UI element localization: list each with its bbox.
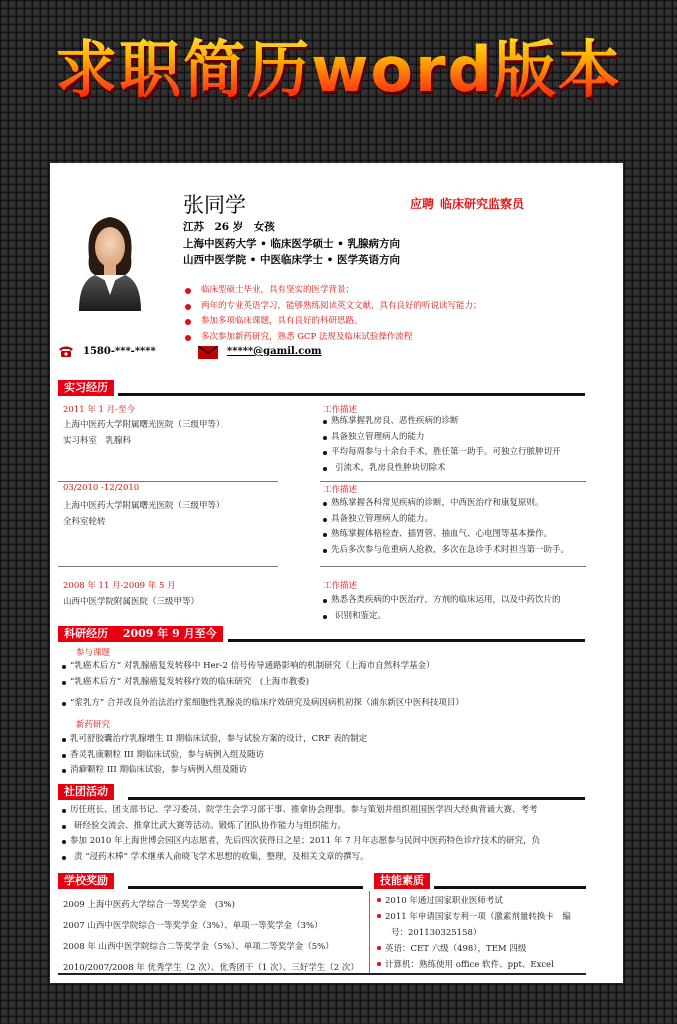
divider	[58, 481, 278, 482]
email-address[interactable]: *****@gamil.com	[227, 346, 322, 357]
basic-info: 江苏 26 岁 女孩	[183, 221, 275, 233]
resume-page	[50, 163, 623, 983]
club-item: 责 “浸药木棒” 学术继承人俞晓飞学术思想的收集，整理，及相关文章的撰写。	[62, 850, 540, 866]
internship-date: 03/2010 -12/2010	[63, 483, 140, 493]
research-sub-drugs: 新药研究	[76, 720, 111, 730]
skills-header	[374, 873, 586, 889]
award-item: 2007 山西中医学院综合一等奖学金（3%）、单项一等奖学金（3%）	[63, 921, 323, 931]
internship-dept: 实习科室 乳腺科	[63, 436, 132, 446]
work-desc-list	[323, 496, 569, 558]
club-item: 研经验交流会、推拿比武大赛等活动。锻炼了团队协作能力与组织能力。	[62, 819, 540, 835]
skills-list	[376, 893, 571, 973]
topic-item: “浆乳方” 合并改良外治法治疗浆细胞性乳腺炎的临床疗效研究及病因病机初探（浦东新区中医科技项目）	[62, 696, 464, 712]
work-desc-item: 平均每周参与十余台手术，胜任第一助手。可独立行脓肿切开	[323, 445, 561, 461]
awards-heading: 学校奖励	[58, 873, 114, 889]
work-desc-list	[323, 593, 561, 624]
skill-item: 号：201130325158）	[391, 928, 482, 938]
work-desc-item: 具备独立管理病人的能力	[323, 430, 561, 446]
research-heading: 科研经历 2009 年 9 月至今	[58, 626, 223, 642]
highlight-item: 两年的专业英语学习，能够熟练阅读英文文献，具有良好的听说读写能力；	[185, 299, 482, 315]
internship-heading: 实习经历	[58, 380, 114, 396]
banner-title: 求职简历word版本	[0, 30, 677, 110]
internship-date: 2011 年 1 月-至今	[63, 405, 136, 415]
bottom-rule	[58, 973, 586, 975]
column-divider	[369, 891, 370, 973]
work-desc-item: 熟练掌握体格检查、插胃管、抽血气、心电图等基本操作。	[323, 527, 569, 543]
work-desc-item: 熟练掌握各科常见疾病的诊断，中西医治疗和康复原则。	[323, 496, 569, 512]
drug-item: 消癖颗粒 III 期临床试验，参与病例入组及随访	[62, 763, 367, 779]
work-desc-item: 识别和鉴定。	[323, 609, 561, 625]
avatar	[75, 211, 145, 311]
award-item: 2008 年 山西中医学院综合二等奖学金（5%）、单项二等奖学金（5%）	[63, 942, 334, 952]
highlights-list	[185, 283, 482, 345]
work-desc-item: 先后多次参与危重病人抢救，多次在急诊手术时担当第一助手。	[323, 543, 569, 559]
skill-item: 计算机：熟练使用 office 软件、ppt、Excel	[376, 957, 571, 973]
work-desc-item: 具备独立管理病人的能力。	[323, 512, 569, 528]
internship-header	[58, 380, 585, 396]
club-item: 历任班长、团支部书记、学习委员、院学生会学习部干事、推拿协会理事。参与策划并组织祖国医学四大经典背诵大赛、考考	[62, 803, 540, 819]
section-rule	[128, 886, 363, 889]
skill-item: 2010 年通过国家职业医师考试	[376, 893, 571, 909]
divider	[58, 566, 278, 567]
education-master: 上海中医药大学 • 临床医学硕士 • 乳腺病方向	[183, 238, 401, 250]
internship-org: 上海中医药大学附属曙光医院（三级甲等）	[63, 501, 225, 511]
topic-item: “乳癌术后方” 对乳腺癌复发转移疗效的临床研究 (上海市教委)	[62, 675, 464, 691]
section-rule	[228, 639, 585, 642]
drug-item: 乳可舒胶囊治疗乳腺增生 II 期临床试验，参与试验方案的设计，CRF 表的制定	[62, 732, 367, 748]
skill-item: 2011 年申请国家专利一项（激素剂量转换卡 编	[376, 909, 571, 925]
research-sub-topics: 参与课题	[76, 648, 111, 658]
section-rule	[118, 393, 585, 396]
club-item: 参加 2010 年上海世博会园区内志愿者，先后四次获得日之星；2011 年 7 月年志愿参与民间中医药特色诊疗技术的研究，负	[62, 834, 540, 850]
topic-item: “乳癌术后方” 对乳腺癌复发转移中 Her-2 信号传导通路影响的机制研究（上海市自然科学基金）	[62, 659, 464, 675]
apply-prefix: 应聘	[410, 197, 435, 211]
highlight-item: 参加多项临床课题，具有良好的科研思路。	[185, 314, 482, 330]
skill-item: 英语：CET 六级（498），TEM 四级	[376, 941, 571, 957]
club-list	[62, 803, 540, 865]
apply-position	[410, 195, 524, 212]
awards-list	[63, 895, 359, 979]
internship-org: 山西中医学院附属医院（三级甲等）	[63, 597, 200, 607]
work-desc-label: 工作描述	[323, 581, 358, 591]
awards-header	[58, 873, 363, 889]
highlight-item: 临床型硕士毕业，具有坚实的医学背景；	[185, 283, 482, 299]
work-desc-item: 熟悉各类疾病的中医治疗，方剂的临床运用，以及中药饮片的	[323, 593, 561, 609]
work-desc-item: 引流术，乳房良性肿块切除术	[323, 461, 561, 477]
apply-job: 临床研究监察员	[440, 197, 525, 211]
research-header	[58, 626, 585, 642]
highlight-item: 多次参加新药研究，熟悉 GCP 法规及临床试验操作流程	[185, 330, 482, 346]
divider	[320, 566, 586, 567]
phone-icon	[58, 345, 74, 358]
internship-dept: 全科室轮转	[63, 517, 106, 527]
drugs-list	[62, 732, 367, 779]
club-header	[58, 784, 585, 800]
work-desc-list	[323, 414, 561, 476]
section-rule	[128, 797, 585, 800]
section-rule	[434, 886, 586, 889]
phone-number: 1580-***-****	[83, 346, 156, 357]
work-desc-label: 工作描述	[323, 405, 358, 415]
divider	[320, 481, 586, 482]
work-desc-label: 工作描述	[323, 485, 358, 495]
mail-icon	[198, 346, 218, 359]
candidate-name: 张同学	[183, 193, 246, 217]
work-desc-item: 熟练掌握乳房良、恶性疾病的诊断	[323, 414, 561, 430]
internship-date: 2008 年 11 月-2009 年 5 月	[63, 581, 176, 591]
award-item: 2009 上海中医药大学综合一等奖学金 (3%)	[63, 900, 235, 910]
internship-org: 上海中医药大学附属曙光医院（三级甲等）	[63, 420, 225, 430]
topics-list	[62, 659, 464, 712]
drug-item: 香灵乳康颗粒 III 期临床试验，参与病例入组及随访	[62, 748, 367, 764]
skills-heading: 技能素质	[374, 873, 430, 889]
club-heading: 社团活动	[58, 784, 114, 800]
award-item: 2010/2007/2008 年 优秀学生（2 次）、优秀团干（1 次）、三好学生（2 次）	[63, 963, 359, 973]
education-bachelor: 山西中医学院 • 中医临床学士 • 医学英语方向	[183, 254, 401, 266]
